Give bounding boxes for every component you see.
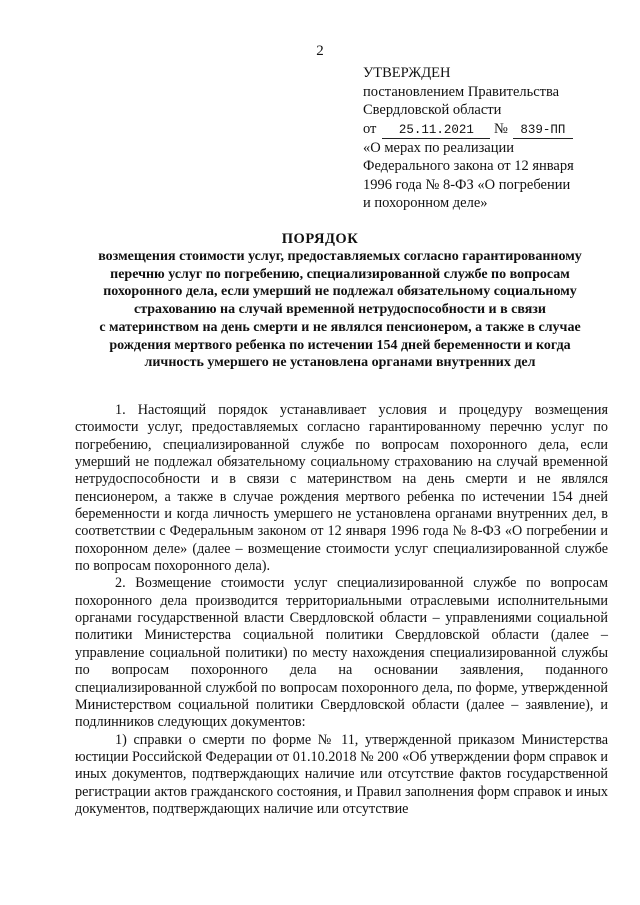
document-subtitle [70, 248, 610, 372]
approval-heading: УТВЕРЖДЕН [363, 65, 451, 81]
subtitle-line: перечню услуг по погребению, специализированной службе по вопросам [110, 266, 570, 282]
approval-date-line [363, 120, 633, 139]
approval-ref-2: Федерального закона от 12 января [363, 158, 574, 174]
from-label: от [363, 120, 377, 137]
approval-line-1: постановлением Правительства [363, 83, 560, 100]
approval-date: 25.11.2021 [382, 122, 490, 139]
paragraph-2: 2. Возмещение стоимости услуг специализированной службе по вопросам похоронного дела производится территориальными отраслевыми исполнительными органами государственной власти Свердловской области – управлениями социальной политики Министерства социальной политики Свердловской области (далее – управление социальной политики) по месту нахождения специализированной службы по вопросам похоронного дела на основании заявления, поданного специализированной службой по вопросам похоронного дела, по форме, утвержденной Министерством социальной политики Свердловской области (далее – заявление), и подлинников следующих документов: [75, 575, 608, 731]
subtitle-line: страхованию на случай временной нетрудоспособности и в связи [134, 302, 546, 318]
approval-ref-3: 1996 года № 8-ФЗ «О погребении [363, 176, 571, 193]
page-number: 2 [316, 43, 324, 59]
subtitle-line: рождения мертвого ребенка по истечении 154 дней беременности и когда [109, 337, 571, 353]
approval-ref-4: и похоронном деле» [363, 195, 488, 211]
approval-number: 839-ПП [513, 122, 573, 139]
number-label: № [494, 120, 508, 137]
paragraph-2-item-1: 1) справки о смерти по форме № 11, утвержденной приказом Министерства юстиции Российской Федерации от 01.10.2018 № 200 «Об утверждении форм справок и иных документов, подтверждающих наличие или отсутствие фактов государственной регистрации актов гражданского состояния, и Правил заполнения форм справок и иных документов, подтверждающих наличие или отсутствие [75, 731, 608, 817]
approval-line-2: Свердловской области [363, 102, 502, 118]
approval-ref-1: «О мерах по реализации [363, 139, 515, 156]
subtitle-line: с материнством на день смерти и не являлся пенсионером, а также в случае [99, 319, 581, 335]
document-title: ПОРЯДОК [281, 231, 359, 247]
subtitle-line: личность умершего не установлена органами внутренних дел [144, 355, 536, 371]
document-body [75, 402, 608, 818]
paragraph-1: 1. Настоящий порядок устанавливает условия и процедуру возмещения стоимости услуг, предоставляемых согласно гарантированному перечню услуг по погребению, специализированной службе по вопросам похоронного дела, если умерший не подлежал обязательному социальному страхованию на случай временной нетрудоспособности и в связи с материнством на день смерти и не являлся пенсионером, а также в случае рождения мертвого ребенка по истечении 154 дней беременности и когда личность умершего не установлена органами внутренних дел, в соответствии с Федеральным законом от 12 января 1996 года № 8-ФЗ «О погребении и похоронном деле» (далее – возмещение стоимости услуг специализированной службе по вопросам похоронного дела). [75, 402, 608, 575]
subtitle-line: похоронного дела, если умерший не подлежал обязательному социальному [103, 284, 577, 300]
approval-block [363, 64, 633, 213]
subtitle-line: возмещения стоимости услуг, предоставляемых согласно гарантированному [98, 249, 582, 264]
